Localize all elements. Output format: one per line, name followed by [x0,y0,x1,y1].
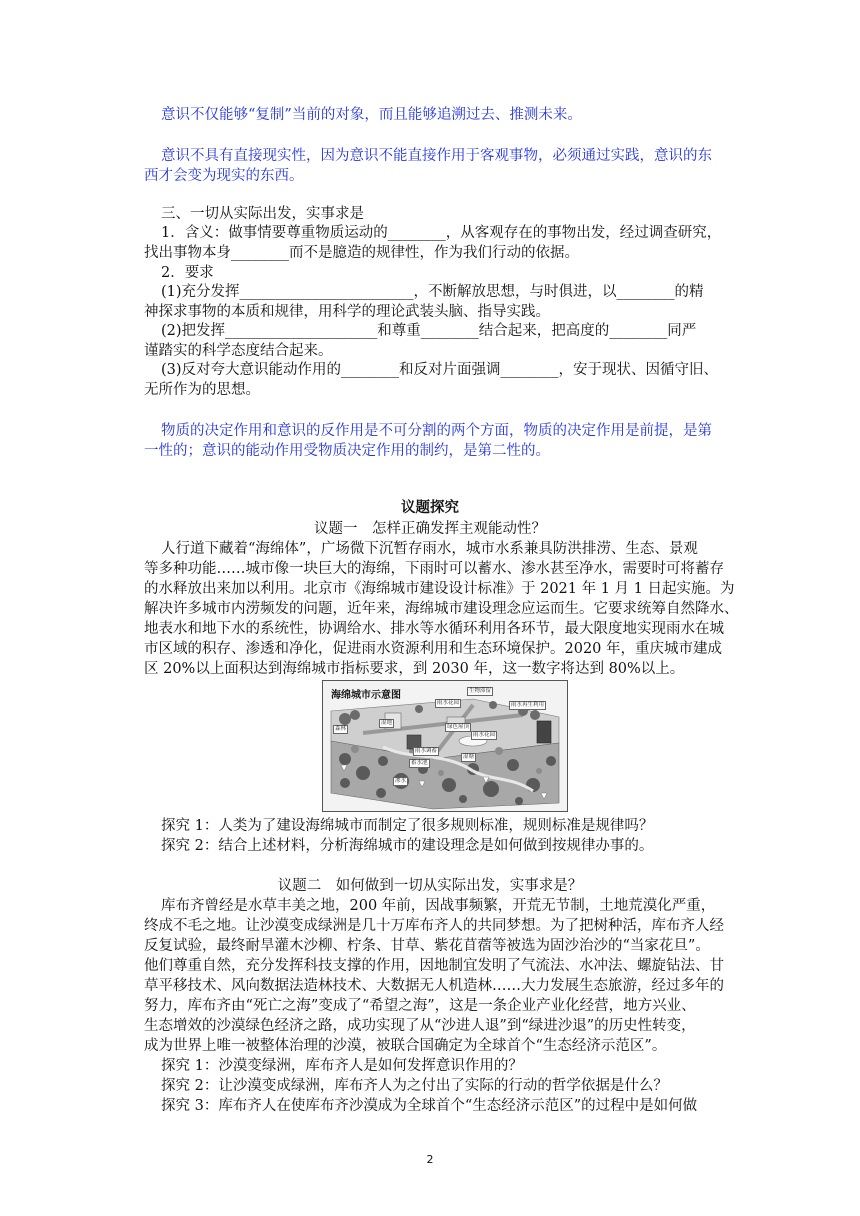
paragraph-line: 市区域的积存、渗透和净化，促进雨水资源利用和生态环境保护。2020 年，重庆城市建成 [144,641,723,657]
topic2-question-2: 探究 2：让沙漠变成绿洲，库布齐人为之付出了实际的行动的哲学依据是什么？ [161,1078,668,1094]
figure-label: 雨水调蓄 [415,748,438,754]
paragraph-line: 库布齐曾经是水草丰美之地，200 年前，因战事频繁，开荒无节制，土地荒漠化严重， [161,898,716,914]
definition-line1: 1．含义：做事情要尊重物质运动的________，从客观存在的事物出发，经过调查研究， [161,225,722,241]
paragraph-line: 努力，库布齐由“死亡之海”变成了“希望之海”，这是一条企业产业化经营，地方兴业、 [144,998,696,1014]
paragraph-line: 等多种功能……城市像一块巨大的海绵，下雨时可以蓄水、渗水甚至净水，需要时可将蓄存 [144,561,724,577]
paragraph-line: 成为世界上唯一被整体治理的沙漠，被联合国确定为全球首个“生态经济示范区”。 [144,1038,667,1054]
note-practice-line2: 西才会变为现实的东西。 [144,168,304,184]
paragraph-line: 终成不毛之地。让沙漠变成绿洲是几十万库布齐人的共同梦想。为了把树种活，库布齐人经 [144,918,724,934]
sponge-city-diagram [322,680,568,812]
figure-label: 森林 [335,726,347,732]
requirement-2-line2: 谨踏实的科学态度结合起来。 [144,343,333,359]
figure-label: 雨水花园 [437,700,460,706]
definition-line2: 找出事物本身________而不是臆造的规律性，作为我们行动的依据。 [144,245,579,261]
paragraph-line: 人行道下藏着“海绵体”，广场微下沉暂存雨水，城市水系兼具防洪排涝、生态、景观 [161,541,698,557]
note-matter-consciousness-line2: 一性的；意识的能动作用受物质决定作用的制约，是第二性的。 [144,443,550,459]
topic1-question-2: 探究 2：结合上述材料，分析海绵城市的建设理念是如何做到按规律办事的。 [161,838,654,854]
requirements-heading: 2．要求 [161,265,214,281]
paragraph-line: 反复试验，最终耐旱灌木沙柳、柠条、甘草、紫花苜蓿等被选为固沙治沙的“当家花旦”。 [144,938,710,954]
figure-label: 蓄水池 [411,760,428,766]
paragraph-line: 生态增效的沙漠绿色经济之路，成功实现了从“沙进人退”到“绿进沙退”的历史性转变， [144,1018,696,1034]
topic2-question-3: 探究 3：库布齐人在使库布齐沙漠成为全球首个“生态经济示范区”的过程中是如何做 [161,1098,698,1114]
figure-label: 绿色屋顶 [447,724,470,730]
figure-label: 雨水再生利用 [511,702,545,708]
requirement-3-line2: 无所作为的思想。 [144,382,260,398]
figure-label: 湿地 [381,720,393,726]
topic2-question-1: 探究 1：沙漠变绿洲，库布齐人是如何发挥意识作用的？ [161,1058,523,1074]
requirement-3-line1: (3)反对夸大意识能动作用的________和反对片面强调________，安于现状、因循守旧、 [161,362,719,378]
figure-title: 海绵城市示意图 [331,690,401,701]
paragraph-line: 解决许多城市内涝频发的问题，近年来，海绵城市建设理念应运而生。它要求统筹自然降水、 [144,601,739,617]
section-heading: 三、一切从实际出发，实事求是 [161,206,364,222]
paragraph-line: 草平移技术、风向数据法造林技术、大数据无人机造林……大力发展生态旅游，经过多年的 [144,978,724,994]
requirement-2-line1: (2)把发挥_____________________和尊重________结合起来，把高度的________同严 [161,323,697,339]
figure-label: 湿塘 [463,754,475,760]
topic1-question-1: 探究 1：人类为了建设海绵城市而制定了很多规则标准，规则标准是规律吗？ [161,818,654,834]
figure-label: 雨水花园 [473,732,496,738]
figure-label: 生物滞留 [469,688,492,694]
requirement-1-line1: (1)充分发挥________________________，不断解放思想，与时俱进，以________的精 [161,284,704,300]
requirement-1-line2: 神探求事物的本质和规律，用科学的理论武装头脑、指导实践。 [144,304,550,320]
page-number: 2 [426,1153,434,1166]
paragraph-line: 他们尊重自然，充分发挥科技支撑的作用，因地制宜发明了气流法、水冲法、螺旋钻法、甘 [144,958,724,974]
figure-label: 渗水 [395,778,407,784]
paragraph-line: 地表水和地下水的系统性，协调给水、排水等水循环利用各环节，最大限度地实现雨水在城 [144,621,724,637]
topic2-title: 议题二 如何做到一切从实际出发，实事求是？ [277,878,583,894]
paragraph-line: 的水释放出来加以利用。北京市《海绵城市建设设计标准》于 2021 年 1 月 1 日起实施。为 [144,581,735,597]
paragraph-line: 区 20%以上面积达到海绵城市指标要求，到 2030 年，这一数字将达到 80%以上。 [144,661,685,677]
inquiry-title: 议题探究 [401,499,459,516]
note-practice-line1: 意识不具有直接现实性，因为意识不能直接作用于客观事物，必须通过实践，意识的东 [161,148,712,164]
note-matter-consciousness-line1: 物质的决定作用和意识的反作用是不可分割的两个方面，物质的决定作用是前提，是第 [161,423,712,439]
topic1-title: 议题一 怎样正确发挥主观能动性？ [314,521,546,537]
note-imagination: 意识不仅能够“复制”当前的对象，而且能够追溯过去、推测未来。 [161,107,582,123]
